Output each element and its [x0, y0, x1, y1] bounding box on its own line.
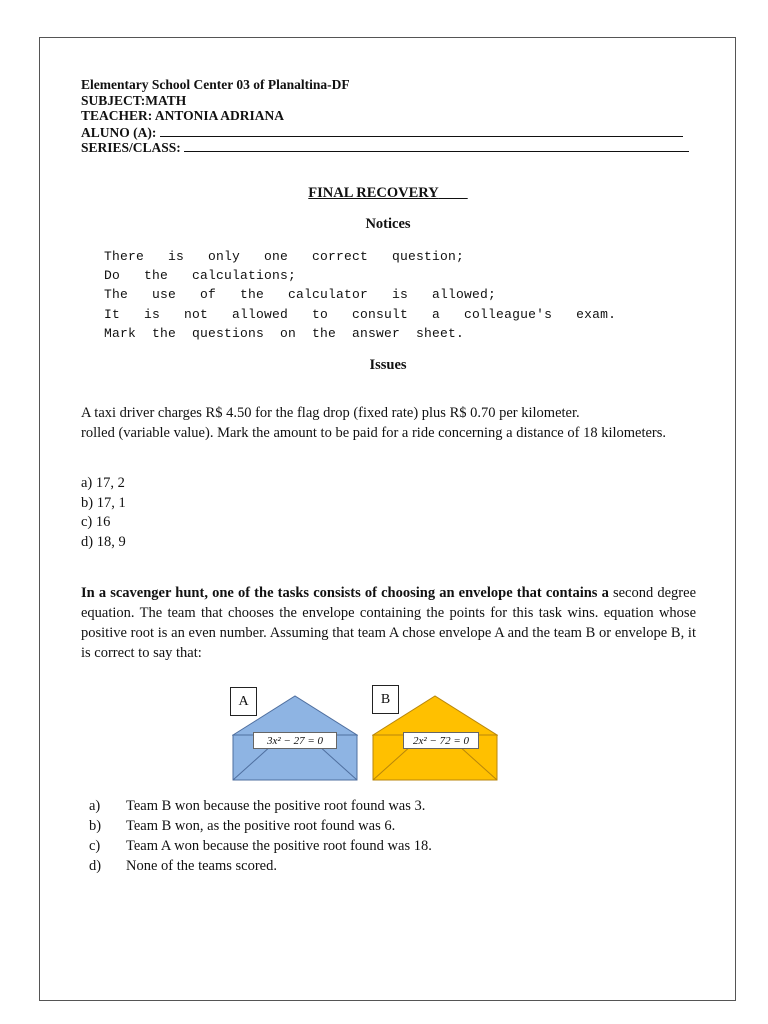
issues-heading: Issues [369, 357, 407, 373]
notices-list [104, 247, 616, 343]
question2-body: second degree equation. The team that chooses the envelope containing the points for this task wins. equation whose positive root is an even number. Assuming that team A chose envelope A and the team B or envelope B, it is correct to say that: [81, 585, 697, 661]
title-underline-tail [439, 185, 468, 201]
exam-title [0, 185, 768, 202]
option-b[interactable]: b) 17, 1 [81, 494, 126, 511]
option-text: None of the teams scored. [126, 858, 277, 874]
subject-line: SUBJECT:MATH [81, 93, 187, 108]
student-label: ALUNO (A): [81, 125, 157, 140]
option-d[interactable]: d) 18, 9 [81, 533, 126, 550]
notice-item: Mark the questions on the answer sheet. [104, 325, 465, 341]
notice-item: There is only one correct question; [104, 249, 465, 264]
exam-title-text: FINAL RECOVERY [308, 185, 439, 201]
option-text: Team A won because the positive root found was 18. [126, 838, 432, 854]
notice-item: Do the calculations; [104, 268, 297, 284]
option-b[interactable] [89, 816, 432, 836]
question1-line1: A taxi driver charges R$ 4.50 for the flag drop (fixed rate) plus R$ 0.70 per kilometer. [81, 405, 580, 421]
notices-heading: Notices [365, 216, 411, 232]
option-c[interactable] [89, 836, 432, 856]
option-a[interactable] [89, 796, 432, 816]
option-letter: d) [89, 858, 102, 874]
option-text: Team B won because the positive root found was 3. [126, 798, 426, 814]
teacher-line: TEACHER: ANTONIA ADRIANA [81, 108, 285, 123]
student-name-blank[interactable] [160, 124, 683, 137]
option-c[interactable]: c) 16 [81, 514, 111, 531]
question2-options [89, 796, 432, 876]
option-letter: a) [89, 798, 101, 814]
question1-options [81, 474, 126, 552]
option-letter: b) [89, 818, 102, 834]
class-label: SERIES/CLASS: [81, 140, 181, 155]
option-a[interactable]: a) 17, 2 [81, 475, 125, 491]
question2-text [81, 583, 696, 663]
envelopes-figure [230, 687, 500, 782]
envelope-a-label: A [230, 687, 257, 716]
question2-bold-intro: In a scavenger hunt, one of the tasks consists of choosing an envelope that contains a [81, 585, 609, 601]
class-line [81, 139, 689, 156]
school-name: Elementary School Center 03 of Planaltina-DF [81, 77, 350, 92]
envelope-a-equation: 3x² − 27 = 0 [253, 732, 337, 749]
envelope-b-label: B [372, 685, 399, 714]
option-letter: c) [89, 838, 101, 854]
notice-item: The use of the calculator is allowed; [104, 287, 497, 303]
envelope-b-equation: 2x² − 72 = 0 [403, 732, 479, 749]
question1-line2: rolled (variable value). Mark the amount to be paid for a ride concerning a distance of 18 kilometers. [81, 425, 667, 441]
notice-item: It is not allowed to consult a colleague's exam. [104, 306, 617, 322]
class-blank[interactable] [184, 139, 689, 152]
option-d[interactable] [89, 856, 432, 876]
option-text: Team B won, as the positive root found was 6. [126, 818, 396, 834]
